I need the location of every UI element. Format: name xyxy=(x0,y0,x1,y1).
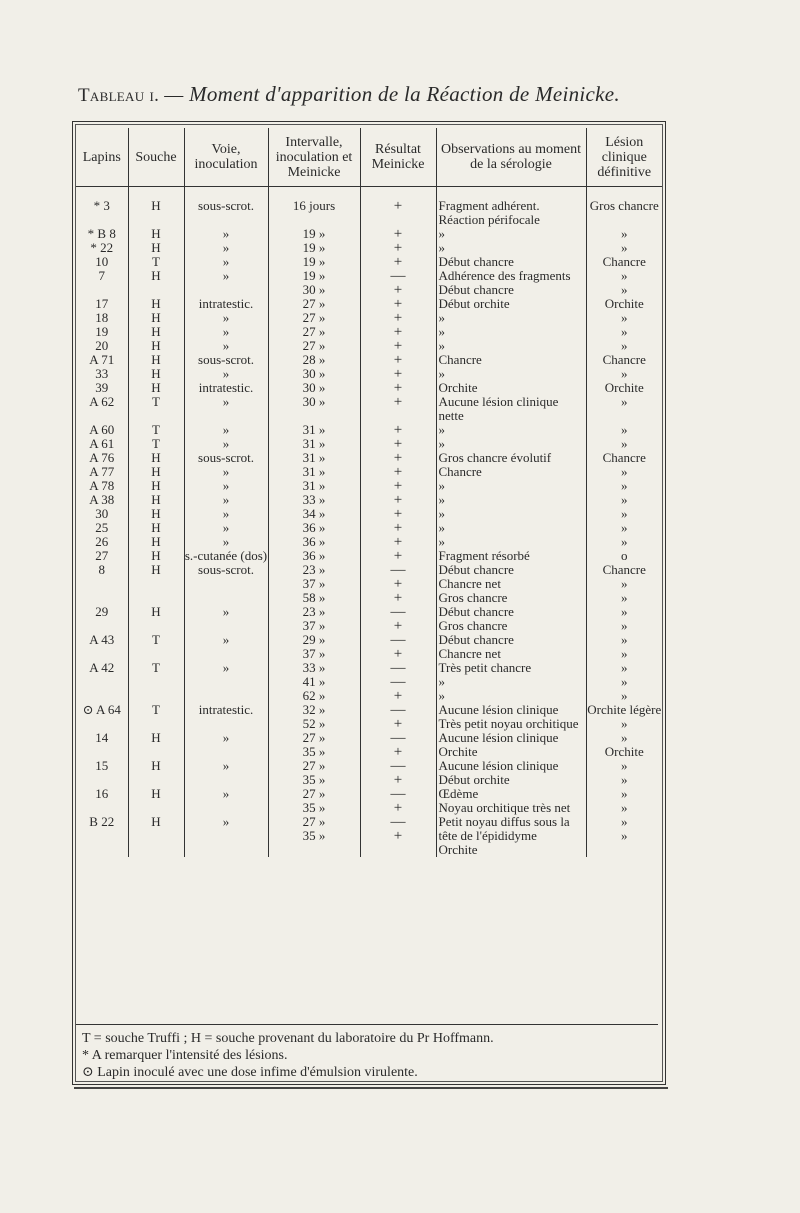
observation-cell: » xyxy=(436,325,586,339)
lapin-cell: 33 xyxy=(95,366,109,381)
lapin-cell: 14 xyxy=(95,730,109,745)
voie-cell: » xyxy=(184,759,268,787)
lesion-cell: » xyxy=(586,521,662,535)
lesion-cell: » » xyxy=(586,605,662,633)
voie-cell: » xyxy=(184,367,268,381)
header-observations: Observations au moment de la sérologie xyxy=(436,128,586,187)
lapin-cell: ⊙ A 64 xyxy=(82,702,121,717)
header-intervalle: Intervalle, inoculation et Meinicke xyxy=(268,128,360,187)
lesion-cell: » xyxy=(586,479,662,493)
observation-cell: » xyxy=(436,535,586,549)
resultat-cell: + xyxy=(360,535,436,549)
voie-cell: » xyxy=(184,521,268,535)
lesion-cell: o xyxy=(586,549,662,563)
souche-cell: H xyxy=(128,227,184,241)
lesion-cell: Chancre xyxy=(586,255,662,269)
intervalle-cell: 27 » xyxy=(268,297,360,311)
souche-cell: H xyxy=(128,241,184,255)
observation-cell: Début chancre xyxy=(436,255,586,269)
souche-cell: H xyxy=(128,353,184,367)
resultat-cell: + xyxy=(360,367,436,381)
intervalle-cell: 30 » xyxy=(268,381,360,395)
table-row xyxy=(76,605,662,633)
lapin-cell: * 3 xyxy=(93,198,110,213)
lapin-cell: 16 xyxy=(95,786,109,801)
observation-cell: » xyxy=(436,437,586,451)
observation-cell: Aucune lésion clinique Début orchite xyxy=(436,759,586,787)
table-row xyxy=(76,493,662,507)
header-souche: Souche xyxy=(128,128,184,187)
table-body xyxy=(76,187,662,858)
resultat-cell: + xyxy=(360,227,436,241)
voie-cell: » xyxy=(184,423,268,437)
observation-cell: Début chancre Gros chancre xyxy=(436,605,586,633)
lapin-cell: A 38 xyxy=(89,492,115,507)
intervalle-cell: 27 » 35 » xyxy=(268,759,360,787)
souche-cell: H xyxy=(128,367,184,381)
intervalle-cell: 32 » 52 » xyxy=(268,703,360,731)
table-row xyxy=(76,311,662,325)
resultat-cell: — + xyxy=(360,759,436,787)
souche-cell: H xyxy=(128,549,184,563)
intervalle-cell: 31 » xyxy=(268,423,360,437)
lapin-cell: A 77 xyxy=(89,464,115,479)
voie-cell: sous-scrot. xyxy=(184,199,268,227)
resultat-cell: + xyxy=(360,521,436,535)
lapin-cell: A 78 xyxy=(89,478,115,493)
voie-cell: » xyxy=(184,255,268,269)
lesion-cell: » xyxy=(586,535,662,549)
intervalle-cell: 28 » xyxy=(268,353,360,367)
voie-cell: » xyxy=(184,395,268,423)
intervalle-cell: 33 » 41 » 62 » xyxy=(268,661,360,703)
resultat-cell: + xyxy=(360,451,436,465)
souche-cell: T xyxy=(128,423,184,437)
intervalle-cell: 27 » 35 » xyxy=(268,787,360,815)
voie-cell: » xyxy=(184,269,268,297)
souche-cell: T xyxy=(128,661,184,703)
souche-cell: H xyxy=(128,451,184,465)
voie-cell: intratestic. xyxy=(184,297,268,311)
intervalle-cell: 30 » xyxy=(268,395,360,423)
observation-cell: » xyxy=(436,241,586,255)
resultat-cell: — + xyxy=(360,633,436,661)
table-row xyxy=(76,325,662,339)
observation-cell: Petit noyau diffus sous la tête de l'épididyme Orchite xyxy=(436,815,586,857)
souche-cell: H xyxy=(128,787,184,815)
table-row xyxy=(76,661,662,703)
meinicke-table xyxy=(76,128,662,857)
resultat-cell: — + xyxy=(360,815,436,857)
table-row xyxy=(76,199,662,227)
intervalle-cell: 27 » xyxy=(268,325,360,339)
table-row xyxy=(76,451,662,465)
resultat-cell: — + xyxy=(360,605,436,633)
voie-cell: » xyxy=(184,633,268,661)
observation-cell: Gros chancre évolutif xyxy=(436,451,586,465)
souche-cell: H xyxy=(128,605,184,633)
lapin-cell: B 22 xyxy=(89,814,115,829)
souche-cell: T xyxy=(128,437,184,451)
voie-cell: » xyxy=(184,661,268,703)
souche-cell: H xyxy=(128,815,184,857)
lapin-cell: A 71 xyxy=(89,352,115,367)
observation-cell: Œdème Noyau orchitique très net xyxy=(436,787,586,815)
voie-cell: » xyxy=(184,311,268,325)
resultat-cell: + xyxy=(360,493,436,507)
table-row xyxy=(76,815,662,857)
lapin-cell: 19 xyxy=(95,324,109,339)
resultat-cell: + xyxy=(360,241,436,255)
observation-cell: Fragment adhérent. Réaction périfocale xyxy=(436,199,586,227)
resultat-cell: — + + xyxy=(360,563,436,605)
lesion-cell: » xyxy=(586,465,662,479)
observation-cell: Chancre xyxy=(436,353,586,367)
resultat-cell: + xyxy=(360,437,436,451)
souche-cell: H xyxy=(128,493,184,507)
resultat-cell: + xyxy=(360,381,436,395)
voie-cell: » xyxy=(184,437,268,451)
table-row xyxy=(76,437,662,451)
resultat-cell: + xyxy=(360,339,436,353)
resultat-cell: + xyxy=(360,297,436,311)
table-header-row xyxy=(76,128,662,187)
footnote-souche: T = souche Truffi ; H = souche provenant du laboratoire du Pr Hoffmann. xyxy=(82,1031,494,1046)
souche-cell: H xyxy=(128,521,184,535)
lapin-cell: 8 xyxy=(98,562,105,577)
lesion-cell: » xyxy=(586,227,662,241)
table-row xyxy=(76,241,662,255)
lapin-cell: 10 xyxy=(95,254,109,269)
lapin-cell: 20 xyxy=(95,338,109,353)
lapin-cell: A 61 xyxy=(89,436,115,451)
observation-cell: » xyxy=(436,507,586,521)
lesion-cell: » » xyxy=(586,269,662,297)
lesion-cell: Orchite xyxy=(586,381,662,395)
lesion-cell: » » xyxy=(586,787,662,815)
voie-cell: » xyxy=(184,605,268,633)
resultat-cell: + xyxy=(360,395,436,423)
voie-cell: » xyxy=(184,731,268,759)
footnotes xyxy=(82,1030,652,1081)
lesion-cell: » » xyxy=(586,759,662,787)
lapin-cell: * 22 xyxy=(90,240,114,255)
lapin-cell: A 42 xyxy=(89,660,115,675)
table-row xyxy=(76,353,662,367)
table-row xyxy=(76,563,662,605)
souche-cell: H xyxy=(128,381,184,395)
header-lesion: Lésion clinique définitive xyxy=(586,128,662,187)
voie-cell: » xyxy=(184,465,268,479)
lapin-cell: 30 xyxy=(95,506,109,521)
observation-cell: Début orchite xyxy=(436,297,586,311)
lapin-cell: 7 xyxy=(98,268,105,283)
voie-cell: s.-cutanée (dos) xyxy=(184,548,268,563)
souche-cell: H xyxy=(128,199,184,227)
souche-cell: H xyxy=(128,479,184,493)
voie-cell: » xyxy=(184,493,268,507)
table-caption xyxy=(78,82,658,107)
lesion-cell: Chancre xyxy=(586,353,662,367)
souche-cell: H xyxy=(128,731,184,759)
header-voie: Voie, inoculation xyxy=(184,128,268,187)
lapin-cell: 17 xyxy=(95,296,109,311)
lesion-cell: » xyxy=(586,493,662,507)
table-row xyxy=(76,269,662,297)
observation-cell: » xyxy=(436,227,586,241)
lesion-cell: » » » xyxy=(586,661,662,703)
lapin-cell: 15 xyxy=(95,758,109,773)
intervalle-cell: 36 » xyxy=(268,521,360,535)
intervalle-cell: 27 » xyxy=(268,311,360,325)
table-row xyxy=(76,549,662,563)
intervalle-cell: 29 » 37 » xyxy=(268,633,360,661)
resultat-cell: — + xyxy=(360,731,436,759)
lesion-cell: » xyxy=(586,311,662,325)
observation-cell: » xyxy=(436,479,586,493)
observation-cell: » xyxy=(436,493,586,507)
table-row xyxy=(76,703,662,731)
souche-cell: H xyxy=(128,759,184,787)
observation-cell: » xyxy=(436,311,586,325)
lapin-cell: 29 xyxy=(95,604,109,619)
table-row xyxy=(76,759,662,787)
lapin-cell: 18 xyxy=(95,310,109,325)
souche-cell: H xyxy=(128,297,184,311)
table-row xyxy=(76,367,662,381)
intervalle-cell: 31 » xyxy=(268,451,360,465)
intervalle-cell: 30 » xyxy=(268,367,360,381)
resultat-cell: + xyxy=(360,507,436,521)
intervalle-cell: 34 » xyxy=(268,507,360,521)
lesion-cell: Orchite xyxy=(586,297,662,311)
observation-cell: Aucune lésion clinique Orchite xyxy=(436,731,586,759)
resultat-cell: — — + xyxy=(360,661,436,703)
lesion-cell: » xyxy=(586,437,662,451)
intervalle-cell: 23 » 37 » 58 » xyxy=(268,563,360,605)
souche-cell: T xyxy=(128,395,184,423)
voie-cell: » xyxy=(184,339,268,353)
footnote-asterisk: * A remarquer l'intensité des lésions. xyxy=(82,1048,288,1063)
table-row xyxy=(76,535,662,549)
observation-cell: Début chancre Chancre net Gros chancre xyxy=(436,563,586,605)
table-row xyxy=(76,297,662,311)
lapin-cell: * B 8 xyxy=(87,226,116,241)
intervalle-cell: 36 » xyxy=(268,535,360,549)
table-row xyxy=(76,423,662,437)
table-spacer-row xyxy=(76,187,662,200)
lapin-cell: A 62 xyxy=(89,394,115,409)
voie-cell: » xyxy=(184,535,268,549)
table-row xyxy=(76,521,662,535)
voie-cell: » xyxy=(184,325,268,339)
lesion-cell: Chancre » » xyxy=(586,563,662,605)
observation-cell: » xyxy=(436,423,586,437)
intervalle-cell: 27 » xyxy=(268,339,360,353)
souche-cell: T xyxy=(128,255,184,269)
voie-cell: intratestic. xyxy=(184,381,268,395)
resultat-cell: + xyxy=(360,465,436,479)
voie-cell: sous-scrot. xyxy=(184,451,268,465)
intervalle-cell: 19 » xyxy=(268,227,360,241)
observation-cell: » xyxy=(436,521,586,535)
voie-cell: » xyxy=(184,479,268,493)
lapin-cell: 26 xyxy=(95,534,109,549)
lesion-cell: » xyxy=(586,241,662,255)
voie-cell: » xyxy=(184,815,268,857)
intervalle-cell: 19 » xyxy=(268,241,360,255)
table-frame-shadow xyxy=(74,1087,668,1089)
lapin-cell: A 43 xyxy=(89,632,115,647)
header-lapins: Lapins xyxy=(76,128,128,187)
souche-cell: T xyxy=(128,703,184,731)
resultat-cell: — + xyxy=(360,703,436,731)
caption-lead: Tableau i. — xyxy=(78,85,184,106)
souche-cell: H xyxy=(128,507,184,521)
table-row xyxy=(76,787,662,815)
lesion-cell: » Orchite xyxy=(586,731,662,759)
observation-cell: Très petit chancre » » xyxy=(436,661,586,703)
table-row xyxy=(76,381,662,395)
resultat-cell: + xyxy=(360,423,436,437)
lesion-cell: » xyxy=(586,339,662,353)
souche-cell: H xyxy=(128,339,184,353)
table-row xyxy=(76,339,662,353)
footnote-circle: ⊙ Lapin inoculé avec une dose infime d'émulsion virulente. xyxy=(82,1065,418,1080)
table-row xyxy=(76,255,662,269)
lapin-cell: 25 xyxy=(95,520,109,535)
lapin-cell: 27 xyxy=(95,548,109,563)
resultat-cell: + xyxy=(360,479,436,493)
intervalle-cell: 23 » 37 » xyxy=(268,605,360,633)
table-row xyxy=(76,479,662,493)
souche-cell: H xyxy=(128,311,184,325)
lesion-cell: » » xyxy=(586,633,662,661)
footnote-rule xyxy=(76,1024,658,1025)
voie-cell: » xyxy=(184,787,268,815)
souche-cell: H xyxy=(128,535,184,549)
observation-cell: Aucune lésion clinique Très petit noyau orchitique xyxy=(436,703,586,731)
lesion-cell: » xyxy=(586,395,662,423)
resultat-cell: + xyxy=(360,255,436,269)
resultat-cell: + xyxy=(360,549,436,563)
lesion-cell: » » xyxy=(586,815,662,857)
caption-title: Moment d'apparition de la Réaction de Meinicke. xyxy=(189,82,620,106)
table-row xyxy=(76,395,662,423)
souche-cell: T xyxy=(128,633,184,661)
lapin-cell: A 76 xyxy=(89,450,115,465)
souche-cell: H xyxy=(128,563,184,605)
observation-cell: Orchite xyxy=(436,381,586,395)
intervalle-cell: 33 » xyxy=(268,493,360,507)
voie-cell: » xyxy=(184,507,268,521)
table-row xyxy=(76,731,662,759)
lesion-cell: Orchite légère » xyxy=(587,702,662,731)
header-resultat: Résultat Meinicke xyxy=(360,128,436,187)
intervalle-cell: 31 » xyxy=(268,437,360,451)
intervalle-cell: 36 » xyxy=(268,549,360,563)
intervalle-cell: 16 jours xyxy=(268,199,360,227)
souche-cell: H xyxy=(128,325,184,339)
voie-cell: intratestic. xyxy=(184,703,268,731)
table-row xyxy=(76,507,662,521)
lesion-cell: Gros chancre xyxy=(586,199,662,227)
resultat-cell: + xyxy=(360,325,436,339)
voie-cell: sous-scrot. xyxy=(184,563,268,605)
observation-cell: » xyxy=(436,367,586,381)
voie-cell: » xyxy=(184,227,268,241)
intervalle-cell: 31 » xyxy=(268,465,360,479)
intervalle-cell: 19 » 30 » xyxy=(268,269,360,297)
lesion-cell: » xyxy=(586,423,662,437)
lesion-cell: » xyxy=(586,507,662,521)
voie-cell: » xyxy=(184,241,268,255)
observation-cell: Fragment résorbé xyxy=(436,549,586,563)
observation-cell: Chancre xyxy=(436,465,586,479)
souche-cell: H xyxy=(128,269,184,297)
observation-cell: » xyxy=(436,339,586,353)
lapin-cell: 39 xyxy=(95,380,109,395)
observation-cell: Début chancre Chancre net xyxy=(436,633,586,661)
lesion-cell: » xyxy=(586,367,662,381)
souche-cell: H xyxy=(128,465,184,479)
intervalle-cell: 31 » xyxy=(268,479,360,493)
intervalle-cell: 27 » 35 » xyxy=(268,731,360,759)
resultat-cell: — + xyxy=(360,269,436,297)
table-row xyxy=(76,465,662,479)
resultat-cell: + xyxy=(360,311,436,325)
lapin-cell: A 60 xyxy=(89,422,115,437)
observation-cell: Aucune lésion clinique nette xyxy=(436,395,586,423)
resultat-cell: — + xyxy=(360,787,436,815)
resultat-cell: + xyxy=(360,353,436,367)
observation-cell: Adhérence des fragments Début chancre xyxy=(436,269,586,297)
intervalle-cell: 27 » 35 » xyxy=(268,815,360,857)
table-row xyxy=(76,227,662,241)
intervalle-cell: 19 » xyxy=(268,255,360,269)
lesion-cell: Chancre xyxy=(586,451,662,465)
voie-cell: sous-scrot. xyxy=(184,353,268,367)
lesion-cell: » xyxy=(586,325,662,339)
table-row xyxy=(76,633,662,661)
resultat-cell: + xyxy=(360,199,436,227)
